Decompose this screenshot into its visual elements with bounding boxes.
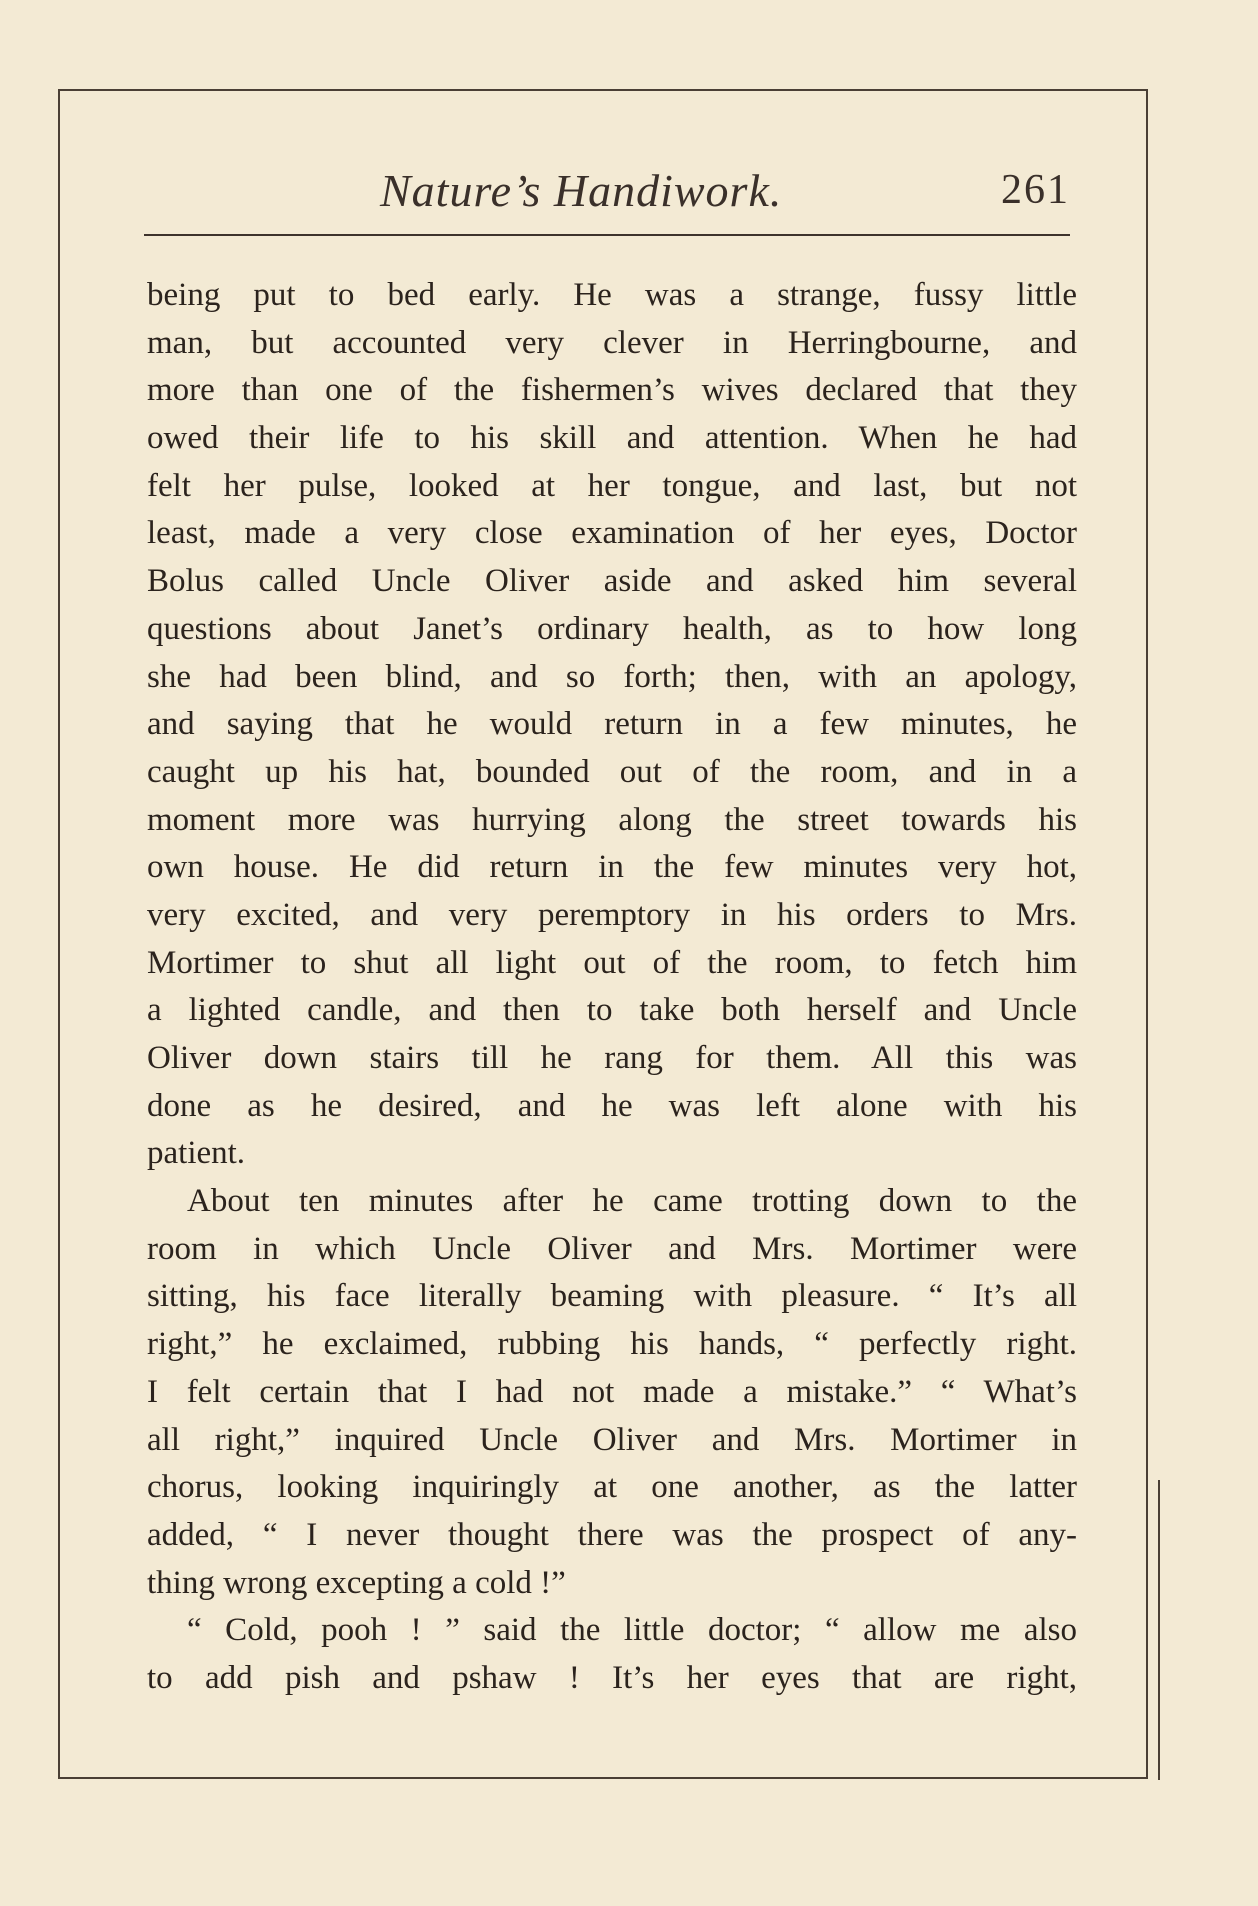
running-title: Nature’s Handiwork. — [380, 165, 783, 216]
paragraph-end-line: patient. — [147, 1135, 246, 1172]
text-line: felt her pulse, looked at her tongue, and last, but not — [147, 467, 1077, 504]
text-line: Oliver down stairs till he rang for them. All this was — [147, 1040, 1077, 1076]
text-line: she had been blind, and so forth; then, with an apology, — [147, 658, 1077, 695]
text-line: moment more was hurrying along the street towards his — [147, 801, 1077, 838]
text-line: being put to bed early. He was a strange, fussy little — [147, 277, 1077, 313]
paragraph-start-line: About ten minutes after he came trotting down to the — [187, 1183, 1077, 1220]
text-line: to add pish and pshaw ! It’s her eyes that are right, — [147, 1659, 1077, 1696]
text-line: added, “ I never thought there was the prospect of any- — [147, 1516, 1077, 1553]
text-line: Bolus called Uncle Oliver aside and asked him several — [147, 563, 1077, 600]
text-line: caught up his hat, bounded out of the room, and in a — [147, 753, 1077, 790]
text-line: sitting, his face literally beaming with pleasure. “ It’s all — [147, 1278, 1077, 1315]
frame-tick-right — [1158, 1480, 1160, 1780]
text-line: room in which Uncle Oliver and Mrs. Mortimer were — [147, 1230, 1077, 1267]
text-line: right,” he exclaimed, rubbing his hands, “ perfectly right. — [147, 1326, 1077, 1363]
frame-tick-left — [58, 470, 60, 690]
text-line: more than one of the fishermen’s wives declared that they — [147, 372, 1077, 409]
text-line: and saying that he would return in a few minutes, he — [147, 706, 1077, 743]
text-line: owed their life to his skill and attention. When he had — [147, 420, 1077, 457]
text-line: questions about Janet’s ordinary health, as to how long — [147, 610, 1077, 647]
header-rule — [144, 234, 1070, 236]
text-line: man, but accounted very clever in Herringbourne, and — [147, 324, 1077, 361]
text-line: a lighted candle, and then to take both herself and Uncle — [147, 992, 1077, 1029]
text-line: very excited, and very peremptory in his orders to Mrs. — [147, 896, 1077, 933]
text-line: Mortimer to shut all light out of the room, to fetch him — [147, 944, 1077, 981]
text-line: own house. He did return in the few minutes very hot, — [147, 849, 1077, 886]
paragraph-start-line: “ Cold, pooh ! ” said the little doctor; “ allow me also — [187, 1612, 1077, 1649]
page-header — [140, 160, 1070, 230]
paragraph-end-line: thing wrong excepting a cold !” — [147, 1564, 566, 1601]
text-line: I felt certain that I had not made a mistake.” “ What’s — [147, 1373, 1077, 1410]
page-number: 261 — [1001, 167, 1070, 213]
body-text — [147, 272, 1077, 1703]
text-line: done as he desired, and he was left alone with his — [147, 1087, 1077, 1124]
text-line: chorus, looking inquiringly at one another, as the latter — [147, 1469, 1077, 1506]
text-line: least, made a very close examination of her eyes, Doctor — [147, 515, 1077, 552]
text-line: all right,” inquired Uncle Oliver and Mrs. Mortimer in — [147, 1421, 1077, 1458]
